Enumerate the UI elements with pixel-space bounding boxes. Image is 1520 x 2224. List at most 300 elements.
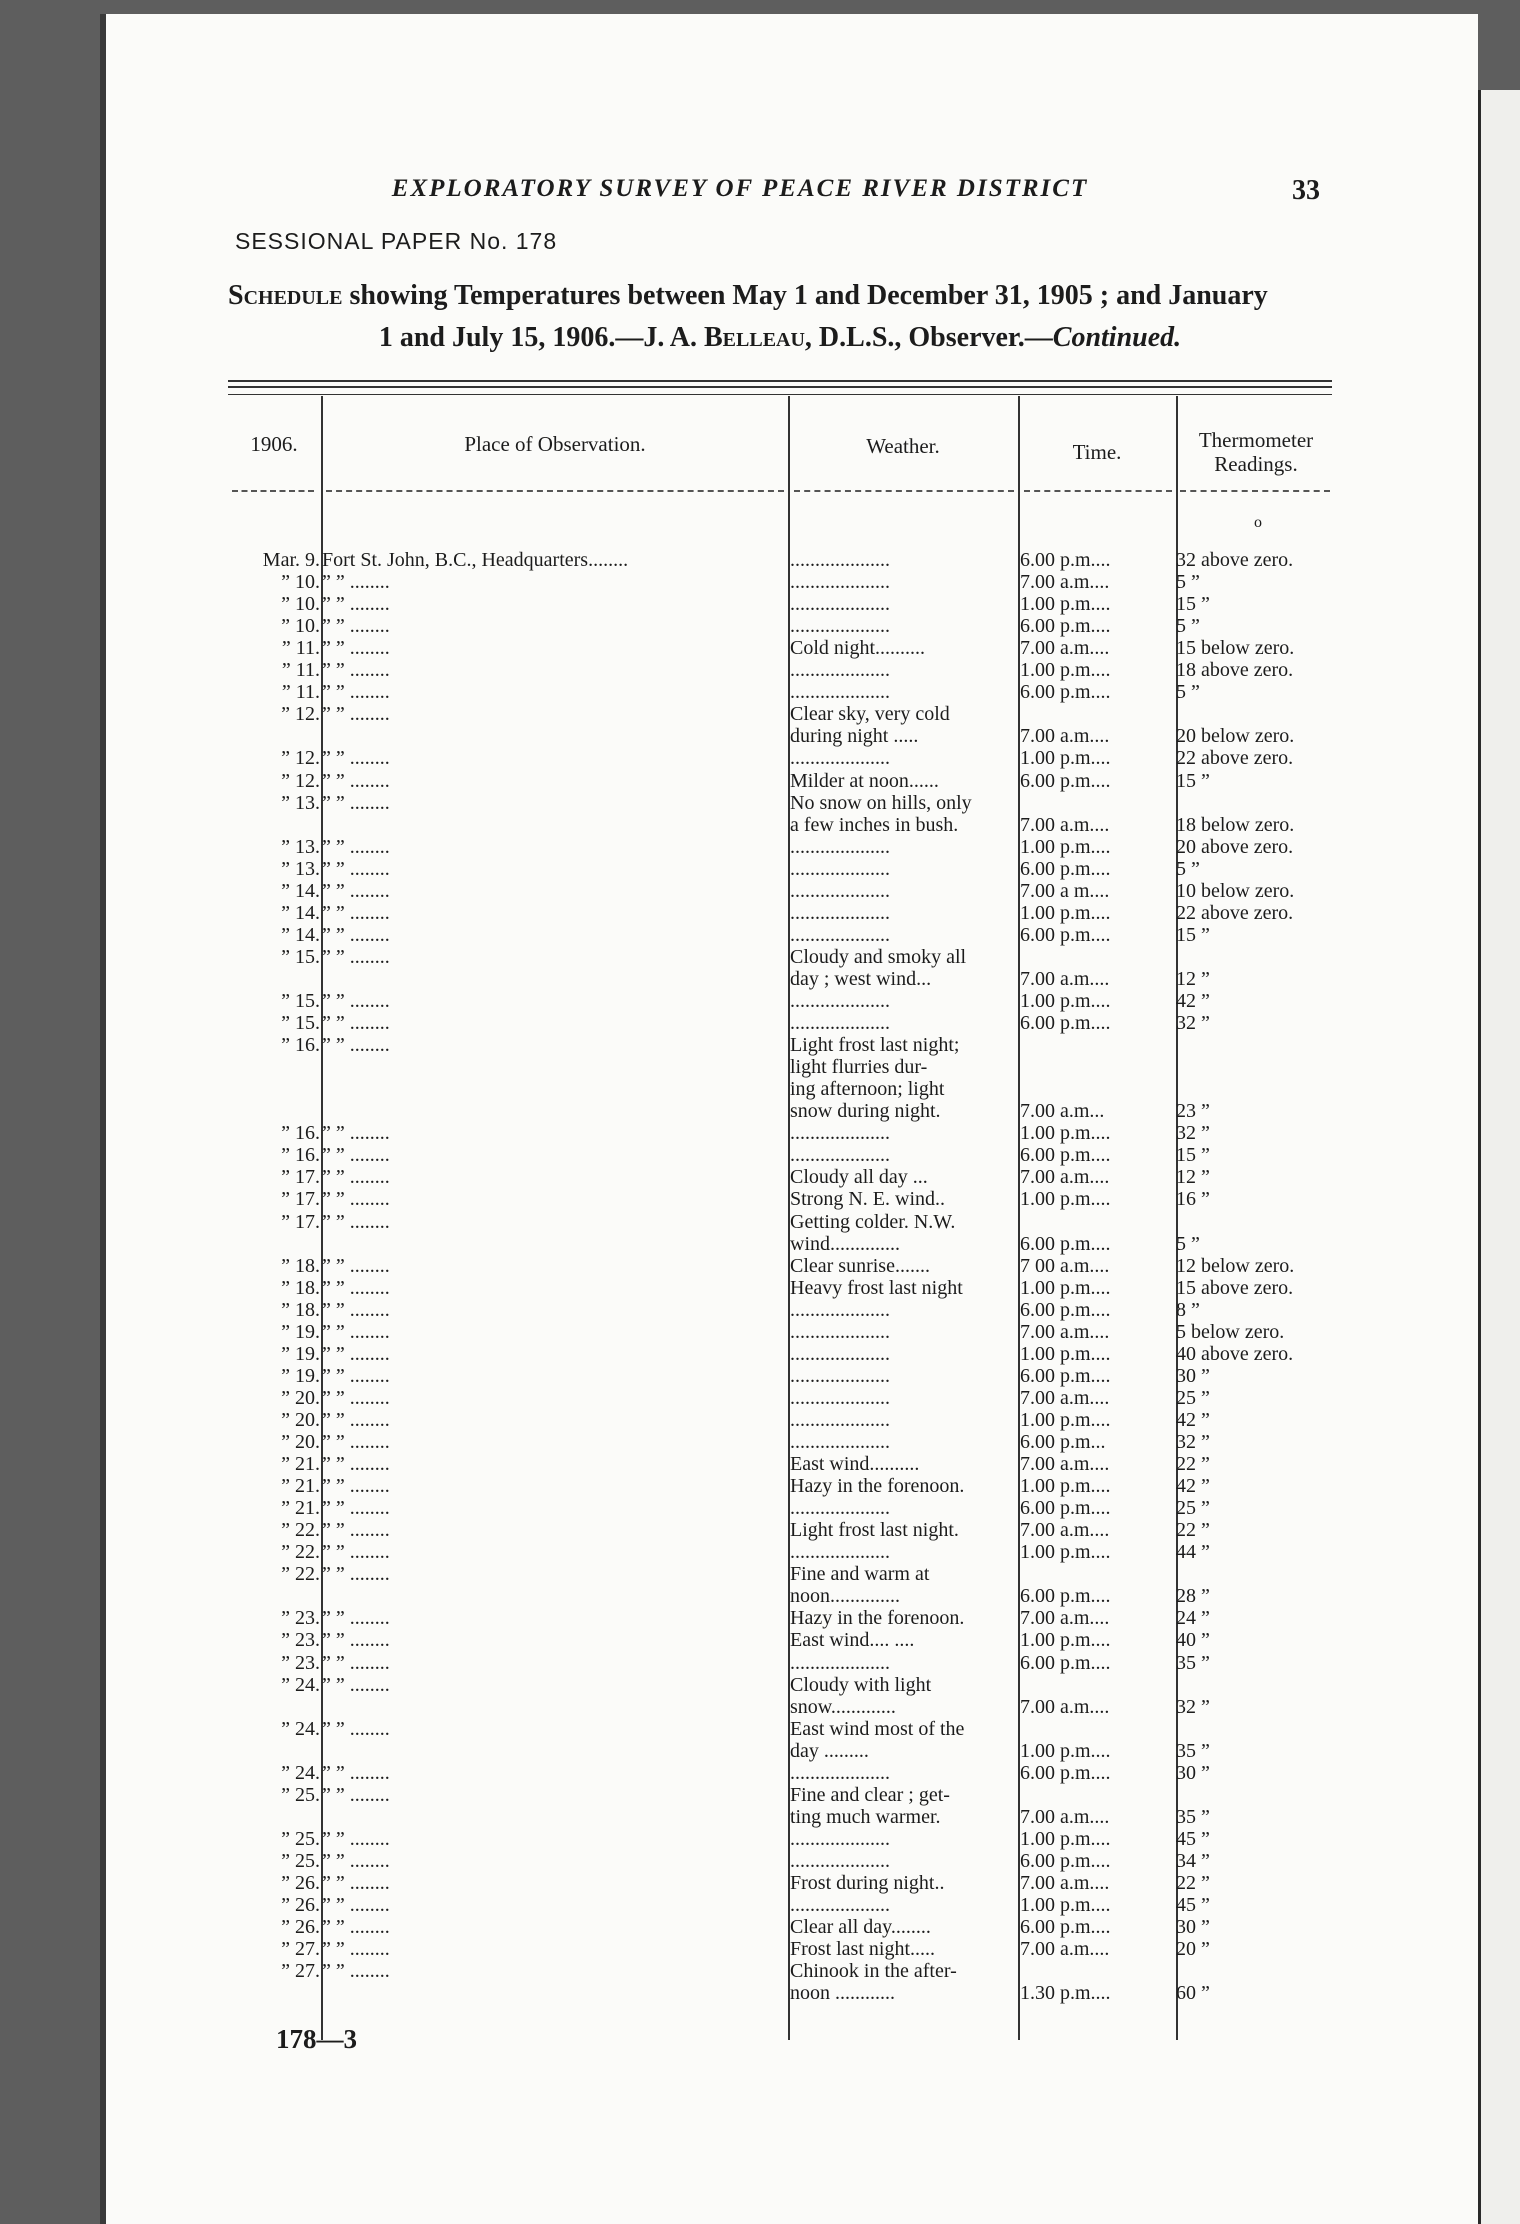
row-time: 1.00 p.m....	[1020, 1122, 1111, 1145]
row-time: 1.00 p.m....	[1020, 1739, 1111, 1762]
row-place: ” ” ........	[322, 1408, 390, 1431]
row-weather: ....................	[790, 990, 890, 1012]
header-underline	[1180, 490, 1330, 492]
row-place: ” ” ........	[322, 1894, 390, 1917]
row-time: 7.00 a.m....	[1020, 1519, 1110, 1542]
row-reading: 15 ”	[1176, 769, 1210, 792]
row-weather: ....................	[790, 1298, 890, 1321]
row-date: ” 17.	[281, 1166, 320, 1189]
row-time: 7.00 a.m....	[1020, 1695, 1110, 1718]
table-row	[0, 1563, 1520, 1585]
row-reading: 25 ”	[1176, 1497, 1210, 1520]
row-time: 6.00 p.m....	[1020, 1232, 1111, 1255]
row-place: ” ” ........	[322, 835, 390, 858]
row-weather: Hazy in the forenoon.	[790, 1607, 965, 1630]
row-place: ” ” ........	[322, 1541, 390, 1564]
row-reading: 8 ”	[1176, 1298, 1200, 1321]
row-time: 1.00 p.m....	[1020, 835, 1111, 858]
row-time: 1.00 p.m....	[1020, 990, 1111, 1012]
row-place: ” ” ........	[322, 747, 390, 770]
row-weather: Chinook in the after-	[790, 1960, 957, 1983]
row-place: ” ” ........	[322, 1519, 390, 1542]
running-head: EXPLORATORY SURVEY OF PEACE RIVER DISTRICT	[391, 175, 1089, 202]
table-row	[0, 1894, 1520, 1916]
row-date: ” 14.	[281, 879, 320, 902]
row-date: ” 20.	[281, 1431, 320, 1453]
row-time: 6.00 p.m....	[1020, 1144, 1111, 1167]
row-weather: Strong N. E. wind..	[790, 1188, 945, 1211]
row-time: 6.00 p.m....	[1020, 1497, 1111, 1520]
row-place: Fort St. John, B.C., Headquarters........	[322, 549, 629, 571]
row-time: 1.00 p.m....	[1020, 1541, 1111, 1564]
row-reading: 18 below zero.	[1176, 813, 1295, 836]
table-row	[0, 1629, 1520, 1651]
table-row	[0, 968, 1520, 990]
row-place: ” ” ........	[322, 1783, 390, 1806]
row-place: ” ” ........	[322, 791, 390, 814]
row-time: 1.00 p.m....	[1020, 593, 1111, 616]
table-row	[0, 1277, 1520, 1299]
table-row	[0, 924, 1520, 946]
row-reading: 16 ”	[1176, 1188, 1210, 1211]
row-weather: noon ............	[790, 1982, 895, 2005]
row-weather: ....................	[790, 549, 890, 571]
row-reading: 22 above zero.	[1176, 901, 1294, 924]
row-reading: 32 ”	[1176, 1695, 1210, 1718]
row-weather: ....................	[790, 1364, 890, 1387]
row-reading: 10 below zero.	[1176, 879, 1295, 902]
table-row	[0, 1718, 1520, 1740]
table-row	[0, 990, 1520, 1012]
table-row	[0, 814, 1520, 836]
row-time: 1.00 p.m....	[1020, 1408, 1111, 1431]
row-date: Mar. 9.	[262, 549, 320, 571]
row-reading: 60 ”	[1176, 1982, 1210, 2005]
table-row	[0, 1784, 1520, 1806]
row-place: ” ” ........	[322, 879, 390, 902]
row-reading: 22 above zero.	[1176, 747, 1294, 770]
row-date: ” 22.	[281, 1563, 320, 1586]
table-row	[0, 1100, 1520, 1122]
row-place: ” ” ........	[322, 1320, 390, 1343]
row-date: ” 11.	[281, 659, 320, 682]
row-place: ” ” ........	[322, 1607, 390, 1630]
row-place: ” ” ........	[322, 1872, 390, 1894]
row-place: ” ” ........	[322, 1012, 390, 1035]
table-row	[0, 1122, 1520, 1144]
table-row	[0, 1475, 1520, 1497]
row-weather: ....................	[790, 747, 890, 770]
row-weather: Clear all day........	[790, 1916, 931, 1939]
row-reading: 12 below zero.	[1176, 1254, 1295, 1277]
row-time: 7.00 a.m....	[1020, 1386, 1110, 1409]
row-weather: day .........	[790, 1739, 869, 1762]
row-place: ” ” ........	[322, 1497, 390, 1520]
page-number: 33	[1292, 175, 1320, 206]
row-weather: Frost last night.....	[790, 1938, 936, 1961]
thermo-header-line1: Thermometer	[1198, 428, 1314, 452]
table-row	[0, 1828, 1520, 1850]
table-row	[0, 1497, 1520, 1519]
table-row	[0, 1938, 1520, 1960]
row-date: ” 13.	[281, 857, 320, 880]
table-row	[0, 659, 1520, 681]
row-place: ” ” ........	[322, 659, 390, 682]
row-date: ” 24.	[281, 1673, 320, 1696]
thermo-header-line2: Readings.	[1214, 452, 1298, 476]
row-date: ” 13.	[281, 791, 320, 814]
table-row	[0, 1453, 1520, 1475]
row-weather: East wind most of the	[790, 1717, 965, 1740]
table-top-rule	[228, 380, 1332, 382]
row-weather: ....................	[790, 1761, 890, 1784]
table-row	[0, 1056, 1520, 1078]
table-row	[0, 1255, 1520, 1277]
table-row	[0, 1387, 1520, 1409]
row-weather: Frost during night..	[790, 1872, 945, 1894]
row-time: 7.00 a.m....	[1020, 1166, 1110, 1189]
row-weather: Clear sunrise.......	[790, 1254, 930, 1277]
row-place: ” ” ........	[322, 571, 390, 594]
table-row	[0, 703, 1520, 725]
row-place: ” ” ........	[322, 1475, 390, 1498]
row-reading: 44 ”	[1176, 1541, 1210, 1564]
row-reading: 15 ”	[1176, 593, 1210, 616]
table-row	[0, 549, 1520, 571]
table-row	[0, 1299, 1520, 1321]
row-reading: 20 ”	[1176, 1938, 1210, 1961]
row-time: 1.00 p.m....	[1020, 1894, 1111, 1917]
column-header-place: Place of Observation.	[464, 432, 646, 456]
row-weather: ....................	[790, 1894, 890, 1917]
row-place: ” ” ........	[322, 681, 390, 704]
row-time: 7.00 a.m....	[1020, 725, 1110, 748]
row-date: ” 22.	[281, 1519, 320, 1542]
row-weather: ....................	[790, 593, 890, 616]
row-reading: 22 ”	[1176, 1872, 1210, 1894]
table-row	[0, 1365, 1520, 1387]
row-weather: ....................	[790, 835, 890, 858]
row-weather: snow.............	[790, 1695, 896, 1718]
row-weather: Cloudy with light	[790, 1673, 932, 1696]
row-weather: East wind.... ....	[790, 1629, 915, 1652]
table-row	[0, 1012, 1520, 1034]
row-date: ” 15.	[281, 945, 320, 968]
row-date: ” 27.	[281, 1938, 320, 1961]
row-place: ” ” ........	[322, 1717, 390, 1740]
header-underline	[232, 490, 314, 492]
row-date: ” 20.	[281, 1408, 320, 1431]
row-reading: 35 ”	[1176, 1651, 1210, 1674]
row-weather: Clear sky, very cold	[790, 703, 950, 726]
row-date: ” 13.	[281, 835, 320, 858]
row-date: ” 21.	[281, 1497, 320, 1520]
table-row	[0, 1034, 1520, 1056]
table-row	[0, 1585, 1520, 1607]
table-top-rule-2	[228, 386, 1332, 388]
row-reading: 12 ”	[1176, 1166, 1210, 1189]
row-weather: ....................	[790, 1342, 890, 1365]
sessional-paper-label: SESSIONAL PAPER No. 178	[235, 228, 558, 254]
table-row	[0, 792, 1520, 814]
row-reading: 5 ”	[1176, 857, 1200, 880]
table-row	[0, 637, 1520, 659]
row-place: ” ” ........	[322, 1916, 390, 1939]
table-row	[0, 1188, 1520, 1210]
row-time: 7.00 a.m....	[1020, 1872, 1110, 1894]
row-place: ” ” ........	[322, 923, 390, 946]
row-place: ” ” ........	[322, 1144, 390, 1167]
row-time: 7.00 a.m...	[1020, 1100, 1105, 1123]
row-time: 1.30 p.m....	[1020, 1982, 1111, 2005]
row-date: ” 19.	[281, 1320, 320, 1343]
row-date: ” 25.	[281, 1827, 320, 1850]
row-place: ” ” ........	[322, 857, 390, 880]
row-weather: ....................	[790, 1122, 890, 1145]
table-row	[0, 1806, 1520, 1828]
table-row	[0, 1233, 1520, 1255]
row-place: ” ” ........	[322, 1276, 390, 1299]
row-reading: 5 below zero.	[1176, 1320, 1285, 1343]
caption-line1-text: showing Temperatures between May 1 and December 31, 1905 ; and January	[342, 280, 1268, 311]
row-weather: ting much warmer.	[790, 1805, 941, 1828]
row-time: 1.00 p.m....	[1020, 1475, 1111, 1498]
row-reading: 15 below zero.	[1176, 637, 1295, 660]
row-reading: 5 ”	[1176, 681, 1200, 704]
row-weather: ....................	[790, 615, 890, 638]
row-weather: ....................	[790, 1541, 890, 1564]
table-row	[0, 1607, 1520, 1629]
row-date: ” 10.	[281, 615, 320, 638]
table-row	[0, 593, 1520, 615]
row-weather: No snow on hills, only	[790, 791, 972, 814]
footer-signature-mark: 178—3	[276, 2024, 357, 2054]
row-weather: ....................	[790, 1012, 890, 1035]
row-date: ” 15.	[281, 990, 320, 1012]
caption-line2-a: 1 and July 15, 1906.—J. A.	[378, 322, 704, 353]
row-date: ” 23.	[281, 1607, 320, 1630]
header-underline	[794, 490, 1014, 492]
row-weather: Light frost last night;	[790, 1034, 960, 1057]
table-row	[0, 1409, 1520, 1431]
table-row	[0, 1872, 1520, 1894]
table-row	[0, 1652, 1520, 1674]
caption-line2-b: , D.L.S., Observer.—	[804, 322, 1053, 353]
row-reading: 30 ”	[1176, 1916, 1210, 1939]
row-place: ” ” ........	[322, 1761, 390, 1784]
row-date: ” 23.	[281, 1651, 320, 1674]
row-date: ” 24.	[281, 1761, 320, 1784]
row-place: ” ” ........	[322, 769, 390, 792]
row-time: 6.00 p.m....	[1020, 1761, 1111, 1784]
row-reading: 5 ”	[1176, 1232, 1200, 1255]
row-reading: 20 below zero.	[1176, 725, 1295, 748]
table-row	[0, 1343, 1520, 1365]
row-weather: light flurries dur-	[790, 1056, 928, 1079]
table-row	[0, 1696, 1520, 1718]
row-time: 6.00 p.m....	[1020, 1364, 1111, 1387]
row-reading: 32 ”	[1176, 1431, 1210, 1453]
row-place: ” ” ........	[322, 1342, 390, 1365]
row-place: ” ” ........	[322, 1254, 390, 1277]
table-row	[0, 1541, 1520, 1563]
row-date: ” 16.	[281, 1144, 320, 1167]
row-date: ” 18.	[281, 1298, 320, 1321]
row-place: ” ” ........	[322, 1122, 390, 1145]
row-place: ” ” ........	[322, 990, 390, 1012]
row-weather: Getting colder. N.W.	[790, 1210, 956, 1233]
row-reading: 5 ”	[1176, 615, 1200, 638]
row-place: ” ” ........	[322, 1453, 390, 1476]
row-date: ” 19.	[281, 1342, 320, 1365]
table-row	[0, 946, 1520, 968]
column-header-thermometer	[1178, 428, 1334, 476]
table-row	[0, 1982, 1520, 2004]
row-date: ” 17.	[281, 1188, 320, 1211]
row-place: ” ” ........	[322, 1210, 390, 1233]
table-row	[0, 615, 1520, 637]
table-row	[0, 1674, 1520, 1696]
row-weather: ....................	[790, 923, 890, 946]
row-reading: 32 above zero.	[1176, 549, 1294, 571]
row-weather: Milder at noon......	[790, 769, 939, 792]
row-place: ” ” ........	[322, 1298, 390, 1321]
row-weather: during night .....	[790, 725, 919, 748]
row-reading: 15 ”	[1176, 923, 1210, 946]
row-date: ” 18.	[281, 1254, 320, 1277]
row-date: ” 16.	[281, 1034, 320, 1057]
row-reading: 45 ”	[1176, 1827, 1210, 1850]
row-place: ” ” ........	[322, 593, 390, 616]
row-weather: Heavy frost last night	[790, 1276, 963, 1299]
row-reading: 18 above zero.	[1176, 659, 1294, 682]
row-time: 6.00 p.m....	[1020, 923, 1111, 946]
table-row	[0, 681, 1520, 703]
row-place: ” ” ........	[322, 637, 390, 660]
row-reading: 30 ”	[1176, 1364, 1210, 1387]
row-date: ” 24.	[281, 1717, 320, 1740]
row-weather: ....................	[790, 1497, 890, 1520]
row-time: 6.00 p.m....	[1020, 1298, 1111, 1321]
row-date: ” 14.	[281, 901, 320, 924]
row-weather: ing afternoon; light	[790, 1078, 945, 1101]
table-row	[0, 1321, 1520, 1343]
caption-observer-name: Belleau	[704, 322, 805, 353]
row-date: ” 23.	[281, 1629, 320, 1652]
row-weather: a few inches in bush.	[790, 813, 959, 836]
row-time: 7.00 a.m....	[1020, 1938, 1110, 1961]
table-row	[0, 1916, 1520, 1938]
column-header-weather: Weather.	[866, 434, 940, 458]
row-time: 6.00 p.m....	[1020, 769, 1111, 792]
table-row	[0, 1960, 1520, 1982]
table-row	[0, 1431, 1520, 1453]
row-time: 7.00 a.m....	[1020, 1320, 1110, 1343]
row-place: ” ” ........	[322, 1938, 390, 1961]
row-time: 7.00 a.m....	[1020, 967, 1110, 990]
table-row	[0, 1166, 1520, 1188]
row-date: ” 10.	[281, 571, 320, 594]
header-underline	[326, 490, 784, 492]
row-place: ” ” ........	[322, 703, 390, 726]
row-date: ” 25.	[281, 1783, 320, 1806]
row-reading: 30 ”	[1176, 1761, 1210, 1784]
row-time: 7.00 a.m....	[1020, 813, 1110, 836]
row-weather: ....................	[790, 1431, 890, 1453]
row-weather: Cloudy and smoky all	[790, 945, 967, 968]
row-time: 7.00 a.m....	[1020, 1453, 1110, 1476]
row-time: 1.00 p.m....	[1020, 1629, 1111, 1652]
table-row	[0, 1144, 1520, 1166]
row-time: 7 00 a.m....	[1020, 1254, 1110, 1277]
row-date: ” 19.	[281, 1364, 320, 1387]
row-date: ” 26.	[281, 1916, 320, 1939]
row-time: 1.00 p.m....	[1020, 1188, 1111, 1211]
row-time: 6.00 p.m....	[1020, 1585, 1111, 1608]
row-time: 7.00 a.m....	[1020, 1607, 1110, 1630]
row-date: ” 17.	[281, 1210, 320, 1233]
row-time: 6.00 p.m....	[1020, 1916, 1111, 1939]
table-row	[0, 770, 1520, 792]
table-row	[0, 571, 1520, 593]
table-row	[0, 1850, 1520, 1872]
row-weather: ....................	[790, 659, 890, 682]
row-date: ” 10.	[281, 593, 320, 616]
row-date: ” 12.	[281, 747, 320, 770]
row-weather: ....................	[790, 681, 890, 704]
row-reading: 12 ”	[1176, 967, 1210, 990]
row-weather: Light frost last night.	[790, 1519, 959, 1542]
row-time: 1.00 p.m....	[1020, 1827, 1111, 1850]
row-weather: ....................	[790, 1651, 890, 1674]
row-reading: 35 ”	[1176, 1805, 1210, 1828]
row-place: ” ” ........	[322, 1651, 390, 1674]
row-place: ” ” ........	[322, 1431, 390, 1453]
row-place: ” ” ........	[322, 1563, 390, 1586]
row-place: ” ” ........	[322, 945, 390, 968]
degree-mark: o	[1254, 514, 1262, 531]
table-row	[0, 747, 1520, 769]
row-place: ” ” ........	[322, 1673, 390, 1696]
row-weather: East wind..........	[790, 1453, 920, 1476]
row-date: ” 11.	[281, 681, 320, 704]
row-reading: 40 above zero.	[1176, 1342, 1294, 1365]
row-time: 6.00 p.m....	[1020, 1651, 1111, 1674]
row-reading: 32 ”	[1176, 1012, 1210, 1035]
row-time: 6.00 p.m....	[1020, 681, 1111, 704]
caption-continued: Continued.	[1052, 322, 1182, 353]
row-weather: snow during night.	[790, 1100, 941, 1123]
row-date: ” 20.	[281, 1386, 320, 1409]
row-weather: ....................	[790, 1849, 890, 1872]
row-weather: Hazy in the forenoon.	[790, 1475, 965, 1498]
row-reading: 40 ”	[1176, 1629, 1210, 1652]
row-reading: 22 ”	[1176, 1453, 1210, 1476]
row-reading: 45 ”	[1176, 1894, 1210, 1917]
row-date: ” 21.	[281, 1453, 320, 1476]
row-reading: 28 ”	[1176, 1585, 1210, 1608]
row-weather: noon..............	[790, 1585, 900, 1608]
table-row	[0, 1740, 1520, 1762]
row-reading: 25 ”	[1176, 1386, 1210, 1409]
row-date: ” 25.	[281, 1849, 320, 1872]
row-reading: 32 ”	[1176, 1122, 1210, 1145]
row-date: ” 26.	[281, 1872, 320, 1894]
table-row	[0, 1211, 1520, 1233]
table-row	[0, 1519, 1520, 1541]
row-reading: 42 ”	[1176, 1475, 1210, 1498]
caption-line-1	[228, 280, 1268, 312]
